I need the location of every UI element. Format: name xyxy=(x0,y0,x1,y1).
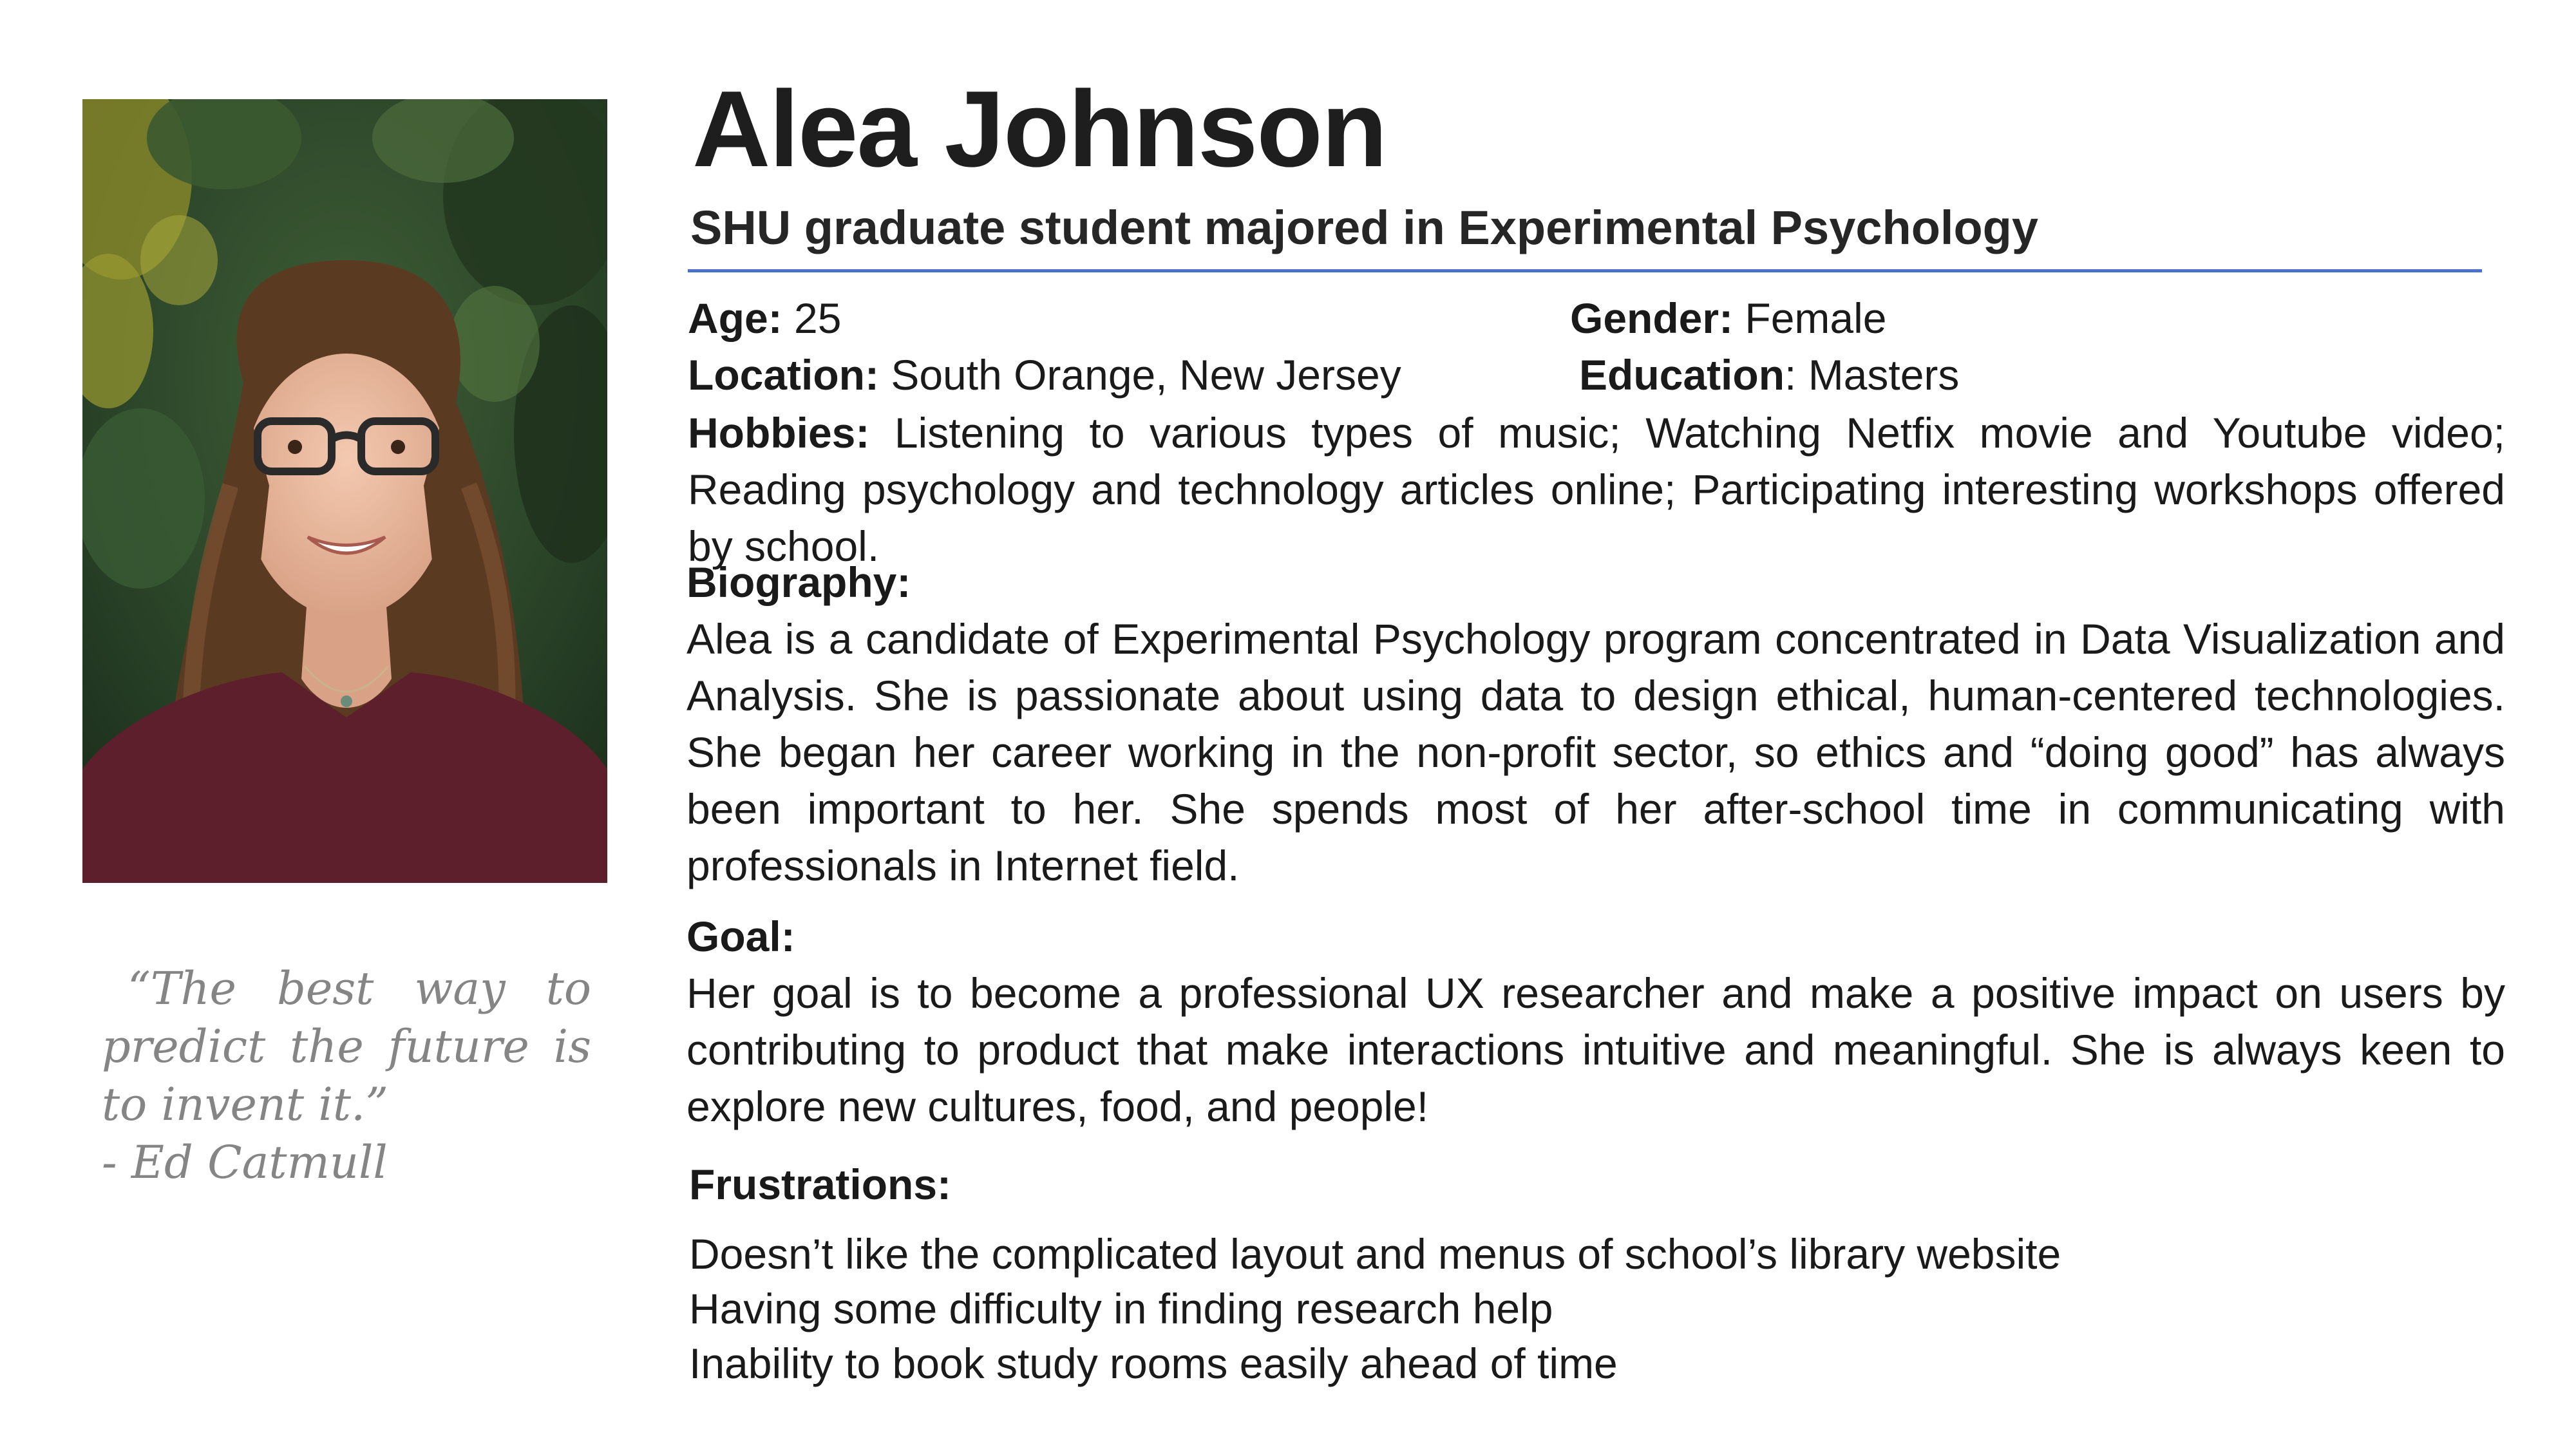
frustration-item: Having some difficulty in finding research help xyxy=(689,1285,1553,1332)
hobbies-value: Listening to various types of music; Watching Netfix movie and Youtube video; Reading psychology and technology articles online; Participating interesting workshops offered by school. xyxy=(688,409,2506,570)
frustration-item: Inability to book study rooms easily ahead of time xyxy=(689,1340,1618,1387)
goal-section xyxy=(687,908,2505,1135)
face xyxy=(243,354,450,618)
persona-photo xyxy=(82,99,607,883)
frustration-item: Doesn’t like the complicated layout and menus of school’s library website xyxy=(689,1230,2061,1278)
education-value: : Masters xyxy=(1785,351,1960,399)
frustrations-section xyxy=(689,1156,2508,1391)
location-label: Location: xyxy=(688,351,879,399)
frustrations-list xyxy=(689,1227,2508,1391)
gender-label: Gender: xyxy=(1570,294,1734,342)
education-label: Education xyxy=(1579,351,1785,399)
hobbies-label: Hobbies: xyxy=(688,409,870,457)
age-label: Age: xyxy=(688,294,782,342)
biography-section xyxy=(687,554,2505,894)
education-field xyxy=(1579,346,1959,403)
gender-field xyxy=(1570,290,1886,346)
gender-value: Female xyxy=(1745,294,1887,342)
header-divider xyxy=(688,269,2482,272)
biography-text: Alea is a candidate of Experimental Psychology program concentrated in Data Visualization and Analysis. She is passionate about using data to design ethical, human-centered technologies. She began her career working in the non-profit sector, so ethics and “doing good” has always been important to her. She spends most of her after-school time in communicating with professionals in Internet field. xyxy=(687,615,2505,889)
goal-text: Her goal is to become a professional UX researcher and make a positive impact on users by contributing to product that make interactions intuitive and meaningful. She is always keen to explore new cultures, food, and people! xyxy=(687,969,2505,1130)
age-field xyxy=(688,290,841,346)
portrait-illustration xyxy=(82,99,607,883)
location-field xyxy=(688,346,1401,403)
quote-text: “The best way to predict the future is to invent it.” xyxy=(102,962,591,1131)
location-value: South Orange, New Jersey xyxy=(891,351,1401,399)
age-value: 25 xyxy=(794,294,842,342)
frustrations-heading: Frustrations: xyxy=(689,1160,952,1208)
biography-heading: Biography: xyxy=(687,558,911,606)
goal-heading: Goal: xyxy=(687,913,795,960)
hobbies-field xyxy=(688,404,2505,574)
persona-subtitle: SHU graduate student majored in Experimental Psychology xyxy=(690,201,2039,254)
quote-author: - Ed Catmull xyxy=(102,1136,388,1189)
persona-name: Alea Johnson xyxy=(692,68,1387,189)
quote-block xyxy=(102,960,591,1191)
